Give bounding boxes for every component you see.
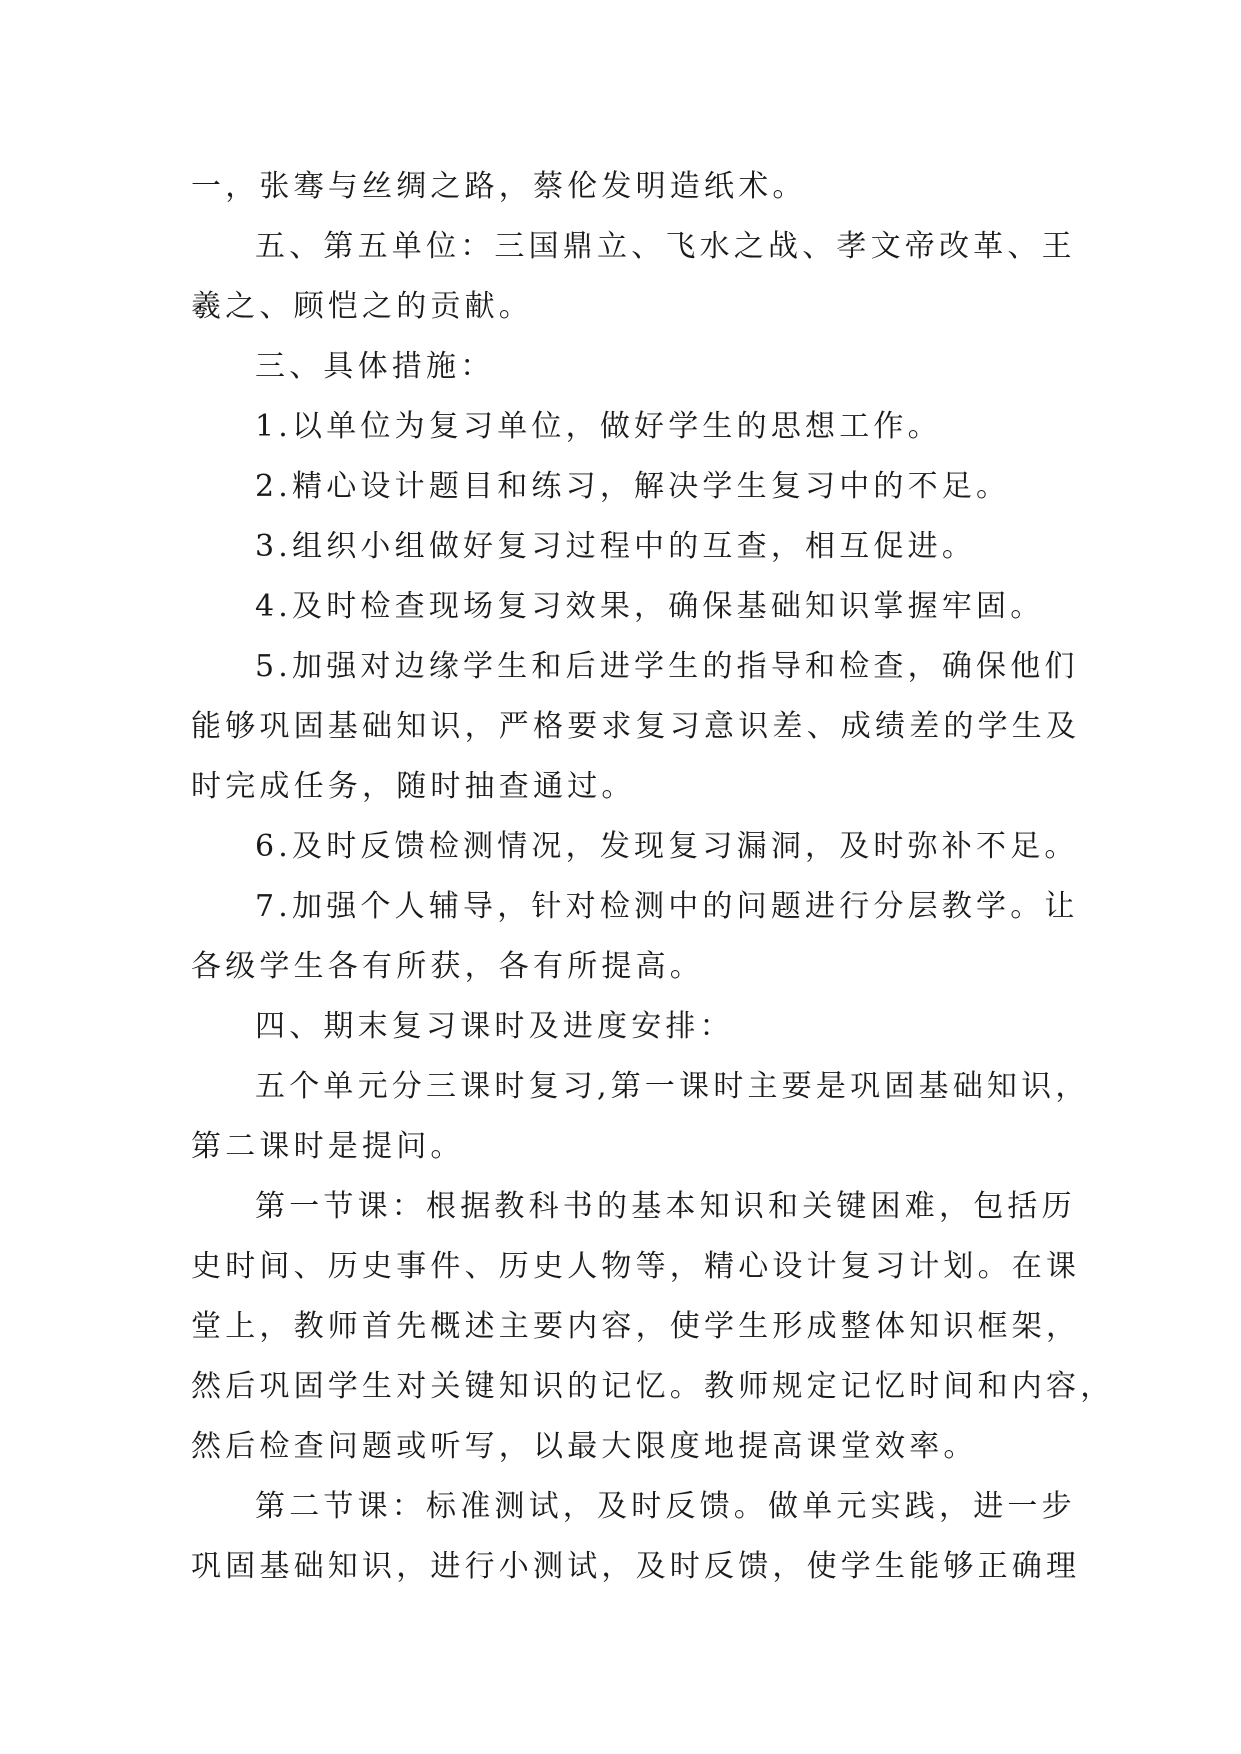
text-line: 第二节课：标准测试，及时反馈。做单元实践，进一步 (255, 1489, 1076, 1524)
list-item: 5.加强对边缘学生和后进学生的指导和检查，确保他们 (255, 649, 1079, 684)
section-heading: 四、期末复习课时及进度安排： (255, 1009, 734, 1044)
text-line: 时完成任务，随时抽查通过。 (191, 769, 636, 804)
text-line: 堂上，教师首先概述主要内容，使学生形成整体知识框架， (191, 1309, 1081, 1344)
text-line: 第二课时是提问。 (191, 1129, 465, 1164)
section-heading: 三、具体措施： (255, 349, 495, 384)
text-line: 第一节课：根据教科书的基本知识和关键困难，包括历 (255, 1189, 1076, 1224)
list-item: 1.以单位为复习单位，做好学生的思想工作。 (255, 409, 942, 444)
text-line: 然后巩固学生对关键知识的记忆。教师规定记忆时间和内容， (191, 1369, 1115, 1404)
text-line: 史时间、历史事件、历史人物等，精心设计复习计划。在课 (191, 1249, 1081, 1284)
text-line: 五个单元分三课时复习,第一课时主要是巩固基础知识， (255, 1069, 1090, 1104)
text-line: 巩固基础知识，进行小测试，及时反馈，使学生能够正确理 (191, 1549, 1081, 1584)
text-line: 羲之、顾恺之的贡献。 (191, 289, 533, 324)
text-line: 五、第五单位：三国鼎立、飞水之战、孝文帝改革、王 (255, 229, 1076, 264)
list-item: 6.及时反馈检测情况，发现复习漏洞，及时弥补不足。 (255, 829, 1079, 864)
list-item: 2.精心设计题目和练习，解决学生复习中的不足。 (255, 469, 1011, 504)
document-body (191, 157, 1115, 1597)
text-line: 能够巩固基础知识，严格要求复习意识差、成绩差的学生及 (191, 709, 1081, 744)
list-item: 3.组织小组做好复习过程中的互查，相互促进。 (255, 529, 977, 564)
list-item: 4.及时检查现场复习效果，确保基础知识掌握牢固。 (255, 589, 1045, 624)
text-line: 各级学生各有所获，各有所提高。 (191, 949, 704, 984)
text-line: 然后检查问题或听写，以最大限度地提高课堂效率。 (191, 1429, 978, 1464)
text-line: 一，张骞与丝绸之路，蔡伦发明造纸术。 (191, 169, 807, 204)
list-item: 7.加强个人辅导，针对检测中的问题进行分层教学。让 (255, 889, 1079, 924)
